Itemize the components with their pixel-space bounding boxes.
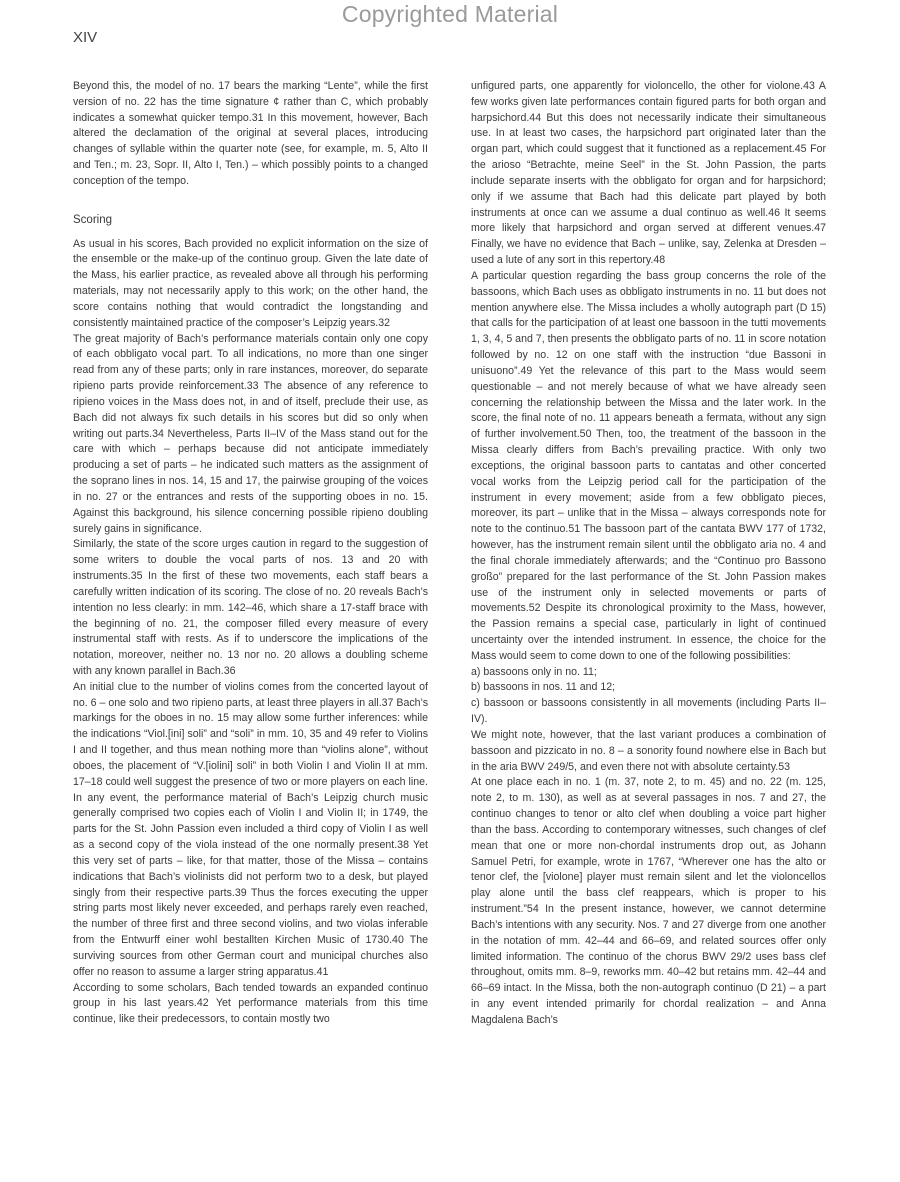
paragraph-pizzicato: We might note, however, that the last variant produces a combination of bassoon and pizzicato in no. 8 – a sonority found nowhere else in Bach but in the aria BWV 249/5, and even there not with absolute certainty.53	[471, 728, 826, 773]
paragraph-doubling: Similarly, the state of the score urges caution in regard to the suggestion of some writers to double the vocal parts of nos. 13 and 20 with instruments.35 In the first of these two movements, each staff bears a carefully written indication of its scoring. The close of no. 20 reveals Bach’s intention no less clearly: in mm. 142–46, which share a 17-staff brace with the beginning of no. 21, the composer filled every measure of every instrumental staff with rests. As if to underscore the implications of the notation, moreover, neither no. 13 nor no. 20 allows a doubling scheme with any known parallel in Bach.36	[73, 538, 428, 677]
list-item-a: a) bassoons only in no. 11;	[471, 665, 597, 678]
paragraph-tempo: Beyond this, the model of no. 17 bears the marking “Lente”, while the first version of no. 22 has the time signature ¢ rather than C, which probably indicates a somewhat quicker tempo.31 In this movement, however, Bach altered the declamation of the original at several places, introducing changes of syllable within the quarter note (see, for example, m. 5, Alto II and Ten.; m. 23, Sopr. II, Alto I, Ten.) – which possibly points to a changed conception of the tempo.	[73, 80, 428, 187]
list-item-c: c) bassoon or bassoons consistently in all movements (including Parts II–IV).	[471, 697, 826, 726]
page-number: XIV	[73, 29, 98, 46]
right-text-column	[471, 79, 826, 1029]
paragraph-clefs: At one place each in no. 1 (m. 37, note 2, to m. 45) and no. 22 (m. 125, note 2, to m. 130), as well as at several passages in nos. 7 and 27, the continuo changes to tenor or alto clef when doubling a voice part higher than the bass. According to contemporary witnesses, such changes of clef mean that one or more non-chordal instruments drop out, as Johann Samuel Petri, for example, wrote in 1767, “Wherever one has the alto or tenor clef, the [violone] player must remain silent and let the violoncellos play alone until the bass clef reappears, which is proper to his instrument.”54 In the present instance, however, we cannot determine Bach’s intentions with any security. Nos. 7 and 27 diverge from one another in the notation of mm. 42–44 and 66–69, and related sources offer only limited information. The continuo of the chorus BWV 29/2 uses bass clef throughout, omits mm. 8–9, reworks mm. 40–42 but retains mm. 42–44 and 66–69 intact. In the Missa, both the non-autograph continuo (D 21) – a part in any event intended primarily for chordal realization – and Anna Magdalena Bach’s	[471, 776, 826, 1026]
paragraph-violins: An initial clue to the number of violins comes from the concerted layout of no. 6 – one solo and two ripieno parts, at least three players in all.37 Bach’s markings for the oboes in no. 15 may allow some further inferences: while the indications “Viol.[ini] soli” and “soli” in mm. 10, 35 and 49 refer to Violins I and II together, and thus mean nothing more than “violins alone”, without oboes, the placement of “V.[iolini] soli” in both Violin I and Violin II at mm. 17–18 could well suggest the presence of two or more players on each line. In any event, the performance material of Bach’s Leipzig church music generally comprised two copies each of Violin I and Violin II; in 1749, the parts for the St. John Passion even included a third copy of Violin I as well as a second copy of the viola instead of the one normally present.38 Yet this very set of parts – like, for that matter, those of the Missa – contains indications that Bach’s violinists did not perform two to a desk, but played singly from their respective parts.39 Thus the forces executing the upper string parts most likely never exceeded, and perhaps rarely even reached, the number of three first and three second violins, and two violas inferable from the Entwurff einer wohl bestallten Kirchen Music of 1730.40 The surviving sources from other German court and municipal churches also offer no reason to assume a larger string apparatus.41	[73, 680, 428, 978]
paragraph-continuo: According to some scholars, Bach tended towards an expanded continuo group in his last years.42 Yet performance materials from this time continue, like their predecessors, to contain mostly two	[73, 981, 428, 1026]
paragraph-bassoons: A particular question regarding the bass group concerns the role of the bassoons, which Bach uses as obbligato instruments in no. 11 but does not mention anywhere else. The Missa includes a wholly autograph part (D 15) that calls for the participation of at least one bassoon in the tutti movements 1, 3, 4, 5 and 7, then presents the obbligato parts of no. 11 in score notation followed by no. 12 on one staff with the instruction “due Bassoni in unisuono”.49 Yet the relevance of this part to the Mass would seem questionable – and not merely because of what we have already seen concerning the relationship between the Missa and the later work. In the score, the final note of no. 11 appears beneath a fermata, without any sign of further involvement.50 Then, too, the treatment of the bassoon in the Missa clearly differs from Bach’s prevailing practice. With only two exceptions, the original bassoon parts to cantatas and other concerted vocal works from the Leipzig period call for the participation of the instrument in every movement; aside from a few obbligato pieces, moreover, its part – unlike that in the Missa – always corresponds note for note to the continuo.51 The bassoon part of the cantata BWV 177 of 1732, however, has the instrument remain silent until the obbligato aria no. 4 and the final chorale immediately afterwards; and the “Continuo pro Bassono großo” prepared for the last performance of the St. John Passion makes use of the instrument only in selected movements or parts of movements.52 Despite its chronological proximity to the Mass, however, the Passion remains a special case, particularly in light of continued uncertainty over the intended instrument. In essence, the choice for the Mass would seem to come down to one of the following possibilities:	[471, 269, 826, 662]
list-item-b: b) bassoons in nos. 11 and 12;	[471, 681, 616, 694]
paragraph-ensemble: As usual in his scores, Bach provided no explicit information on the size of the ensemble or the make-up of the continuo group. Given the late date of the Mass, his earlier practice, as revealed above all through his performing materials, may not necessarily apply to this work; on the other hand, the score contains nothing that would contradict the longstanding and consistently maintained practice of the composer’s Leipzig years.32	[73, 237, 428, 329]
paragraph-continuo-cont: unfigured parts, one apparently for violoncello, the other for violone.43 A few works given late performances contain figured parts for both organ and harpsichord.44 But this does not necessarily indicate their simultaneous use. In at least two cases, the harpsichord part originated later than the organ part, which could suggest that it functioned as a replacement.45 For the arioso “Betrachte, meine Seel” in the St. John Passion, the parts include separate inserts with the obbligato for organ and for harpsichord; only if we assume that Bach had this delicate part played by both instruments at once can we assume a dual continuo as well.46 It seems more likely that harpsichord and organ served at different venues.47 Finally, we have no evidence that Bach – unlike, say, Zelenka at Dresden – used a lute of any sort in this repertory.48	[471, 80, 826, 267]
copyright-watermark: Copyrighted Material	[341, 1, 559, 27]
section-heading-scoring: Scoring	[73, 213, 112, 226]
left-text-column	[73, 79, 428, 1028]
paragraph-vocal-parts: The great majority of Bach’s performance materials contain only one copy of each obbligato vocal part. To all indications, no more than one singer read from any of these parts; only in rare instances, moreover, do separate ripieno parts provide reinforcement.33 The absence of any reference to ripieno voices in the Mass does not, in and of itself, preclude their use, as Bach did not always fix such details in his scores but did so only when writing out parts.34 Nevertheless, Parts II–IV of the Mass stand out for the care with which – perhaps because did not anticipate immediately producing a set of parts – he indicated such matters as the assignment of the soprano lines in nos. 14, 15 and 17, the pairwise grouping of the voices in no. 27 or the entrances and rests of the supporting oboes in no. 15. Against this background, his silence concerning possible ripieno doubling surely gains in significance.	[73, 332, 428, 535]
